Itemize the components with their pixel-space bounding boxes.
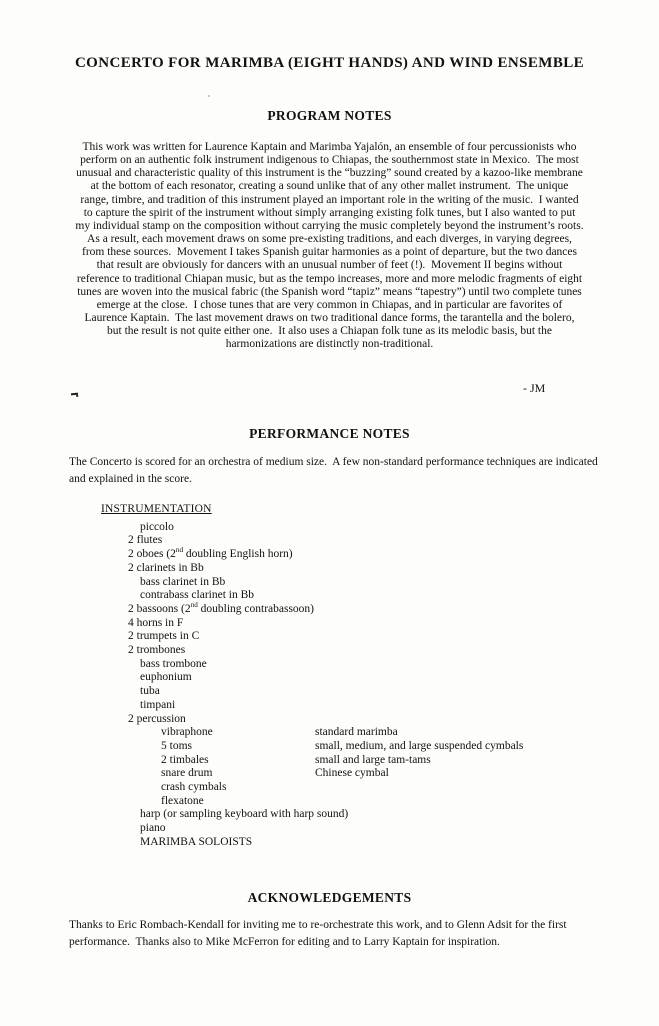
- program-notes-heading: PROGRAM NOTES: [267, 108, 392, 123]
- instrument-name: 2 timbales: [161, 753, 209, 766]
- instrumentation-item: [0, 521, 659, 535]
- instrument-name: timpani: [140, 698, 176, 711]
- instrumentation-item: [0, 781, 659, 795]
- instrumentation-item: [0, 562, 659, 576]
- instrumentation-item: [0, 822, 659, 836]
- instrument-name: 2 flutes: [128, 534, 163, 547]
- instrument-detail: standard marimba: [315, 726, 398, 739]
- author-initials: - JM: [523, 381, 546, 395]
- performance-notes-heading: PERFORMANCE NOTES: [249, 426, 410, 441]
- instrument-name: piccolo: [140, 520, 174, 533]
- instrument-name: harp (or sampling keyboard with harp sound): [140, 808, 349, 821]
- instrumentation-item: [0, 726, 659, 740]
- instrumentation-item: [0, 754, 659, 768]
- instrumentation-item: [0, 534, 659, 548]
- instrument-detail: Chinese cymbal: [315, 767, 389, 780]
- instrument-detail: small and large tam-tams: [315, 753, 431, 766]
- document-title: CONCERTO FOR MARIMBA (EIGHT HANDS) AND WIND ENSEMBLE: [74, 55, 585, 71]
- instrument-name: contrabass clarinet in Bb: [140, 589, 255, 602]
- instrumentation-item: [0, 767, 659, 781]
- instrumentation-item: [0, 699, 659, 713]
- instrumentation-list: [0, 521, 659, 850]
- program-notes-line: This work was written for Laurence Kaptain and Marimba Yajalón, an ensemble of four percussionists who: [82, 141, 577, 153]
- instrumentation-item: [0, 548, 659, 562]
- program-notes-line: my individual stamp on the composition without carrying the music completely beyond the instrument’s roots.: [75, 219, 584, 232]
- instrumentation-item: [0, 671, 659, 685]
- instrumentation-item: [0, 617, 659, 631]
- instrument-name: 2 clarinets in Bb: [128, 561, 204, 574]
- instrumentation-heading-row: [101, 503, 659, 517]
- instrument-name: crash cymbals: [161, 781, 227, 794]
- instrument-name: 2 trombones: [128, 644, 186, 657]
- instrument-name: 2 percussion: [128, 712, 186, 725]
- program-notes-paragraph: [0, 141, 659, 352]
- program-notes-line: to capture the spirit of the instrument without simply arranging existing folk tunes, but I also wanted to put: [83, 206, 576, 219]
- instrumentation-item: [0, 576, 659, 590]
- program-notes-line: harmonizations are distinctly non-traditional.: [225, 338, 434, 351]
- program-notes-line: emerge at the close. I chose tunes that are very common in Chiapas, and in particular are favorites of: [96, 298, 563, 311]
- stray-pen-mark-artifact: [71, 393, 78, 396]
- instrument-name: 2 bassoons (2nd doubling contrabassoon): [128, 601, 315, 615]
- acknowledgements-paragraph: Thanks to Eric Rombach-Kendall for inviting me to re-orchestrate this work, and to Glenn Adsit for the first performance. Thanks also to Mike McFerron for editing and to Larry Kaptain for inspiration.: [69, 919, 570, 949]
- instrument-name: piano: [140, 822, 166, 835]
- program-notes-line: unusual and characteristic quality of this instrument is the “buzzing” sound created by a kazoo-like membrane: [76, 167, 583, 180]
- instrumentation-item: [0, 713, 659, 727]
- instrument-name: vibraphone: [161, 726, 213, 739]
- program-notes-line: reference to traditional Chiapan music, but as the tempo increases, more and more melodic fragments of eight: [76, 272, 583, 285]
- program-notes-line: at the bottom of each resonator, creating a sound unlike that of any other mallet instrument. The unique: [90, 180, 569, 193]
- instrumentation-item: [0, 685, 659, 699]
- acknowledgements-heading: ACKNOWLEDGEMENTS: [247, 890, 412, 905]
- instrumentation-item: [0, 644, 659, 658]
- instrumentation-item: [0, 658, 659, 672]
- scan-speck-artifact: [208, 95, 210, 97]
- instrument-name: euphonium: [140, 671, 192, 684]
- instrument-name: 2 trumpets in C: [128, 630, 200, 643]
- instrument-detail: small, medium, and large suspended cymbals: [315, 739, 524, 752]
- instrument-name: tuba: [140, 685, 160, 698]
- instrumentation-item: [0, 836, 659, 850]
- instrument-name: bass clarinet in Bb: [140, 575, 226, 588]
- program-notes-line: from these sources. Movement I takes Spanish guitar harmonies as a point of departure, but the two dances: [81, 246, 577, 259]
- program-notes-line: but the result is not quite either one. It also uses a Chiapan folk tune as its melodic basis, but the: [107, 325, 552, 338]
- instrumentation-heading: INSTRUMENTATION: [101, 503, 212, 515]
- instrument-name: 4 horns in F: [128, 616, 184, 629]
- instrument-name: MARIMBA SOLOISTS: [140, 835, 253, 848]
- performance-notes-paragraph: The Concerto is scored for an orchestra of medium size. A few non-standard performance techniques are indicated and explained in the score.: [69, 456, 601, 486]
- instrument-name: snare drum: [161, 767, 213, 780]
- instrument-name: 2 oboes (2nd doubling English horn): [128, 546, 293, 561]
- instrument-name: flexatone: [161, 794, 204, 807]
- program-notes-line: range, timbre, and tradition of this instrument played an important role in the writing of the music. I wanted: [80, 193, 579, 206]
- instrument-name: 5 toms: [161, 739, 192, 752]
- program-notes-line: that result are obviously for dancers with an unusual number of feet (!). Movement II begins without: [96, 259, 563, 272]
- instrumentation-item: [0, 795, 659, 809]
- instrument-name: bass trombone: [140, 657, 207, 670]
- instrumentation-item: [0, 630, 659, 644]
- program-notes-line: As a result, each movement draws on some pre-existing traditions, and each diverges, in varying degrees,: [87, 233, 572, 246]
- instrumentation-item: [0, 740, 659, 754]
- instrumentation-section: [0, 503, 659, 850]
- instrumentation-item: [0, 603, 659, 617]
- program-notes-line: perform on an authentic folk instrument indigenous to Chiapas, the southernmost state in Mexico. The most: [80, 154, 579, 167]
- program-notes-line: tunes are woven into the musical fabric (the Spanish word “tapiz” means “tapestry”) until two complete tunes: [77, 285, 582, 298]
- instrumentation-item: [0, 589, 659, 603]
- program-notes-line: Laurence Kaptain. The last movement draws on two traditional dance forms, the tarantella and the bolero,: [84, 312, 575, 325]
- instrumentation-item: [0, 808, 659, 822]
